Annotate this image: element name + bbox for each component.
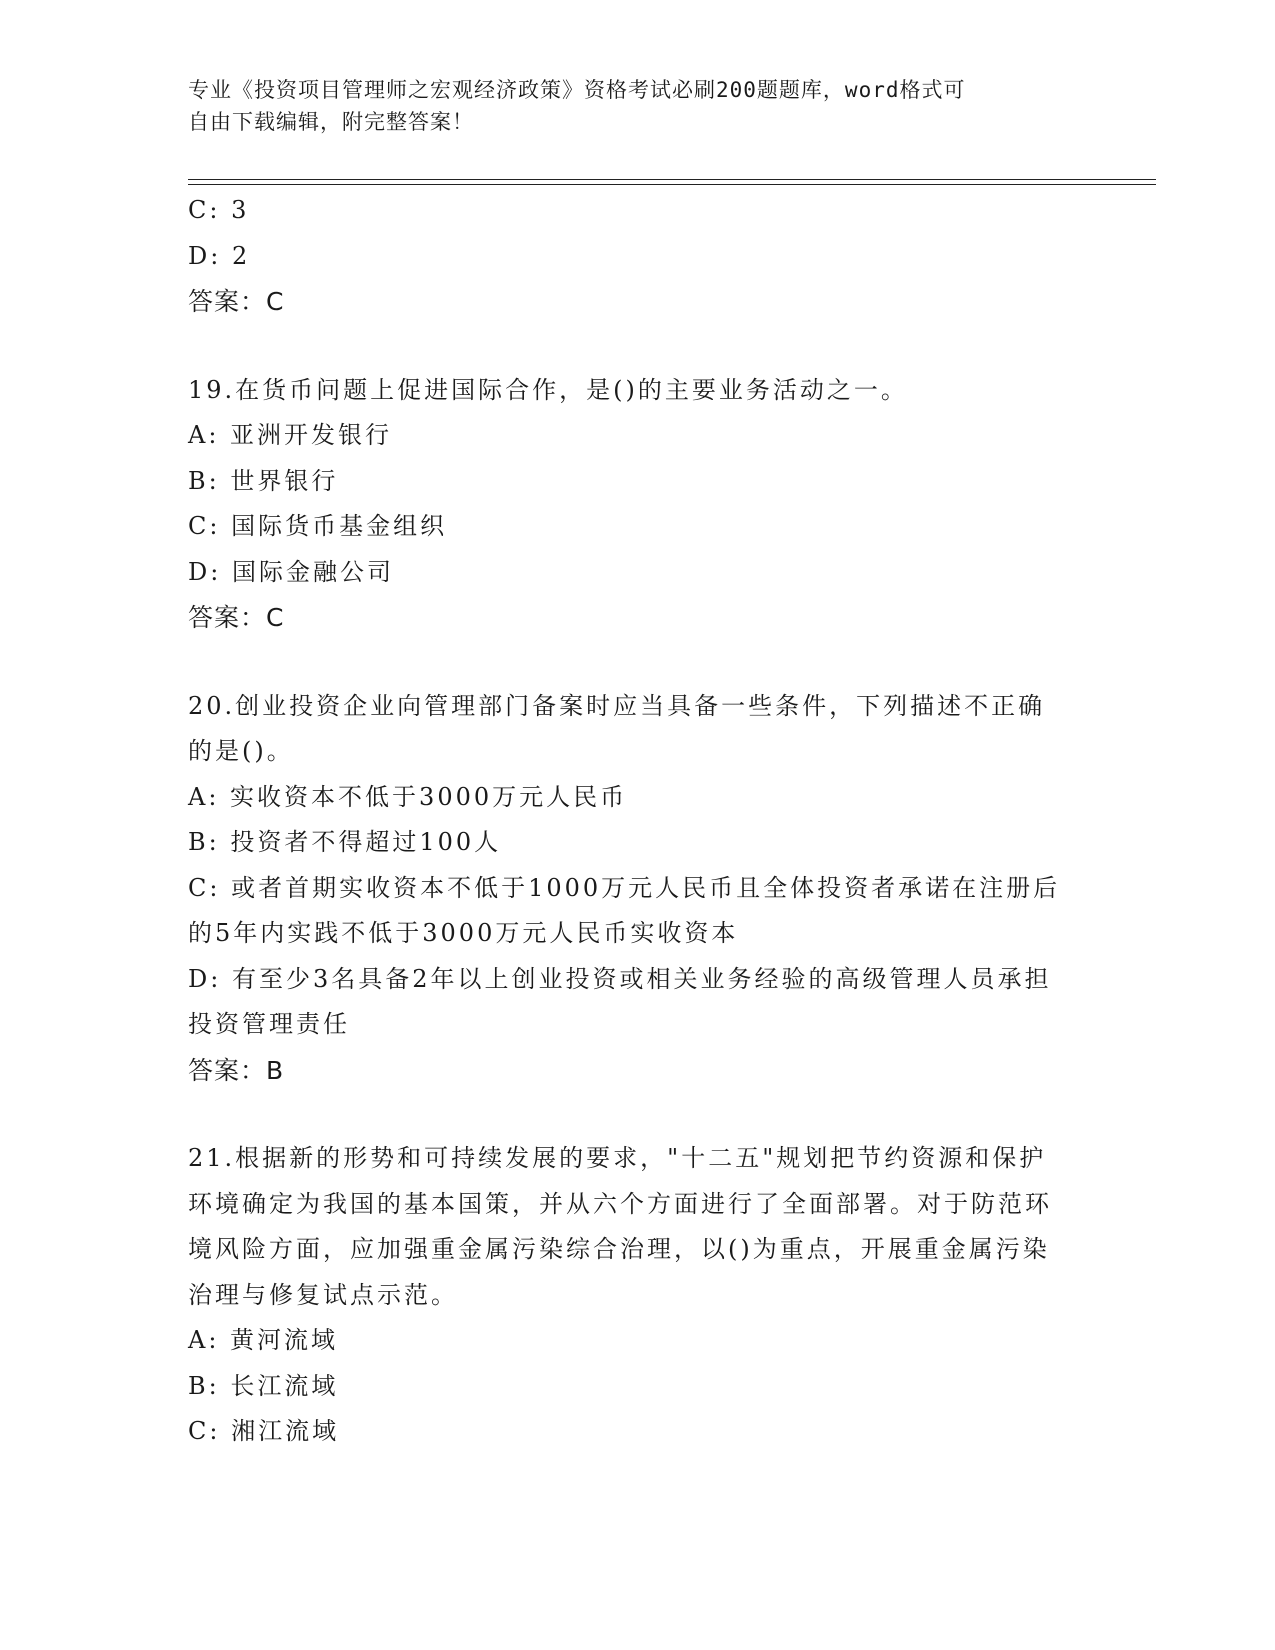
q20-option-a: A: 实收资本不低于3000万元人民币 xyxy=(188,782,628,811)
q20-stem: 20.创业投资企业向管理部门备案时应当具备一些条件，下列描述不正确的是()。 xyxy=(188,691,1046,765)
question-21-block xyxy=(188,1136,1068,1455)
question-19-block xyxy=(188,368,1068,641)
header-line-1: 专业《投资项目管理师之宏观经济政策》资格考试必刷200题题库，word格式可 xyxy=(188,78,966,102)
q19-answer: 答案：C xyxy=(188,603,285,632)
q18-option-d: D: 2 xyxy=(188,241,251,270)
q20-option-b: B: 投资者不得超过100人 xyxy=(188,828,502,856)
q21-option-b: B: 长江流域 xyxy=(188,1371,339,1400)
q19-option-a: A: 亚洲开发银行 xyxy=(188,421,393,449)
q19-option-b: B: 世界银行 xyxy=(188,466,339,495)
q21-stem: 21.根据新的形势和可持续发展的要求，"十二五"规划把节约资源和保护环境确定为我国的基本国策，并从六个方面进行了全面部署。对于防范环境风险方面，应加强重金属污染综合治理，以()为重点，开展重金属污染治理与修复试点示范。 xyxy=(188,1144,1052,1309)
header-rule-top xyxy=(188,179,1156,180)
q18-option-c: C: 3 xyxy=(188,196,250,224)
q19-stem: 19.在货币问题上促进国际合作，是()的主要业务活动之一。 xyxy=(188,375,908,404)
q20-option-d: D: 有至少3名具备2年以上创业投资或相关业务经验的高级管理人员承担投资管理责任 xyxy=(188,964,1052,1038)
q20-answer: 答案：B xyxy=(188,1055,285,1085)
q19-option-d: D: 国际金融公司 xyxy=(188,557,394,586)
question-20-block xyxy=(188,684,1068,1094)
spacer xyxy=(188,641,1068,684)
q20-option-c: C: 或者首期实收资本不低于1000万元人民币且全体投资者承诺在注册后的5年内实践不低于3000万元人民币实收资本 xyxy=(188,873,1061,947)
page-content xyxy=(188,188,1068,1455)
spacer xyxy=(188,1093,1068,1136)
page-header xyxy=(188,74,1068,138)
header-line-2: 自由下载编辑，附完整答案！ xyxy=(188,110,474,134)
q19-option-c: C: 国际货币基金组织 xyxy=(188,512,448,540)
spacer xyxy=(188,325,1068,368)
q18-answer: 答案：C xyxy=(188,287,285,316)
q21-option-c: C: 湘江流域 xyxy=(188,1417,340,1445)
header-rule-bottom xyxy=(188,184,1156,185)
q21-option-a: A: 黄河流域 xyxy=(188,1326,339,1354)
question-18-block xyxy=(188,188,1068,325)
